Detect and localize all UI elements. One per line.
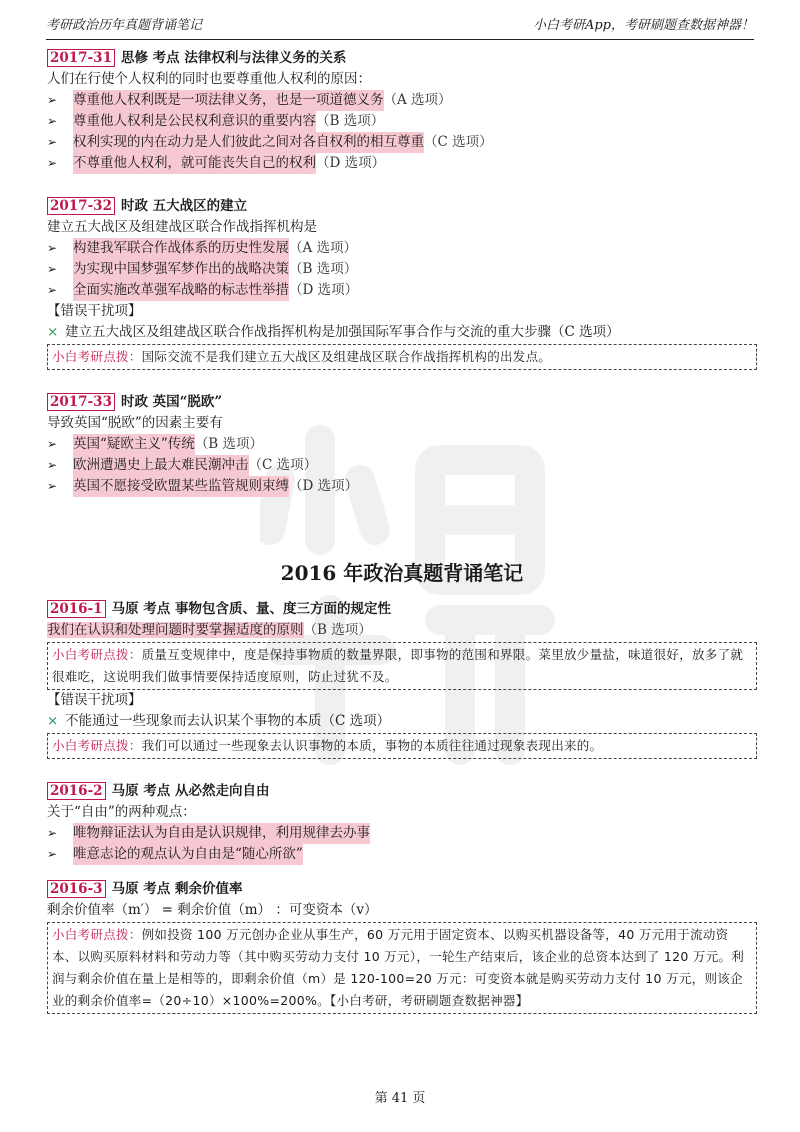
section-title: 2016 年政治真题背诵笔记	[280, 561, 524, 585]
question-intro: 导致英国“脱欧”的因素主要有	[47, 415, 223, 431]
question-intro: 人们在行使个人权利的同时也要尊重他人权利的原因：	[47, 71, 371, 87]
question-id: 2017-32	[47, 197, 115, 215]
question-intro: 关于“自由”的两种观点：	[47, 804, 196, 820]
arrow-bullet-icon: ➢	[47, 437, 58, 451]
question-title: 思修 考点 法律权利与法律义务的关系	[120, 50, 347, 66]
arrow-bullet-icon: ➢	[47, 847, 58, 861]
list-item: ➢ 唯物辩证法认为自由是认识规律，利用规律去办事	[47, 823, 757, 844]
question-2017-32	[47, 196, 757, 370]
list-item: ➢ 构建我军联合作战体系的历史性发展 （A 选项）	[47, 238, 757, 259]
arrow-bullet-icon: ➢	[47, 479, 58, 493]
list-item: ➢ 英国“疑欧主义”传统 （B 选项）	[47, 434, 757, 455]
question-id: 2016-1	[47, 600, 106, 618]
tip-box	[47, 733, 757, 759]
list-item: ➢ 不尊重他人权利，就可能丧失自己的权利 （D 选项）	[47, 153, 757, 174]
arrow-bullet-icon: ➢	[47, 262, 58, 276]
question-title: 时政 英国“脱欧”	[120, 394, 223, 410]
list-item: ➢ 权利实现的内在动力是人们彼此之间对各自权利的相互尊重 （C 选项）	[47, 132, 757, 153]
question-2017-33	[47, 392, 757, 497]
question-title: 马原 考点 事物包含质、量、度三方面的规定性	[111, 601, 391, 617]
wrong-option-label: 【错误干扰项】	[47, 303, 142, 319]
arrow-bullet-icon: ➢	[47, 241, 58, 255]
tip-box	[47, 922, 757, 1014]
arrow-bullet-icon: ➢	[47, 114, 58, 128]
page-number: 第 41 页	[374, 1091, 426, 1106]
wrong-option: × 不能通过一些现象而去认识某个事物的本质（C 选项）	[47, 711, 757, 732]
wrong-option-label: 【错误干扰项】	[47, 692, 142, 708]
header-slogan: 小白考研App，考研刷题查数据神器！	[532, 18, 754, 33]
list-item: ➢ 为实现中国梦强军梦作出的战略决策 （B 选项）	[47, 259, 757, 280]
question-2016-2	[47, 781, 757, 865]
question-id: 2016-2	[47, 782, 106, 800]
arrow-bullet-icon: ➢	[47, 283, 58, 297]
question-2016-1	[47, 599, 757, 759]
tip-box	[47, 344, 757, 370]
list-item: ➢ 欧洲遭遇史上最大难民潮冲击 （C 选项）	[47, 455, 757, 476]
wrong-option: × 建立五大战区及组建战区联合作战指挥机构是加强国际军事合作与交流的重大步骤（C 选项）	[47, 322, 757, 343]
tip-label: 小白考研点拨：	[52, 349, 142, 364]
tip-text: 我们可以通过一些现象去认识事物的本质，事物的本质往往通过现象表现出来的。	[141, 738, 603, 753]
list-item: ➢ 唯意志论的观点认为自由是“随心所欲”	[47, 844, 757, 865]
list-item: ➢ 全面实施改革强军战略的标志性举措 （D 选项）	[47, 280, 757, 301]
page-content	[47, 48, 757, 1014]
question-intro: 我们在认识和处理问题时要掌握适度的原则（B 选项）	[47, 622, 372, 638]
question-intro: 建立五大战区及组建战区联合作战指挥机构是	[47, 219, 317, 235]
arrow-bullet-icon: ➢	[47, 458, 58, 472]
tip-text: 国际交流不是我们建立五大战区及组建战区联合作战指挥机构的出发点。	[141, 349, 552, 364]
page-header	[46, 14, 754, 40]
header-title: 考研政治历年真题背诵笔记	[46, 18, 203, 33]
tip-text: 例如投资 100 万元创办企业从事生产，60 万元用于固定资本、以购买机器设备等，40 万元用于流动资本、以购买原料材料和劳动力等（其中购买劳动力支付 10 万元），一轮生产结束后，该企业的总资本达到了 120 万元。利润与剩余价值在量上是相等的，即剩余价值（m）是 120-100=20 万元：可变资本就是购买劳动力支付 10 万元，则该企业的剩余价值率=（20÷10）×100%=200%。【小白考研，考研刷题查数据神器】	[52, 927, 745, 1008]
list-item: ➢ 英国不愿接受欧盟某些监管规则束缚 （D 选项）	[47, 476, 757, 497]
question-id: 2016-3	[47, 880, 106, 898]
cross-icon: ×	[47, 324, 59, 340]
tip-text: 质量互变规律中，度是保持事物质的数量界限，即事物的范围和界限。菜里放少量盐，味道很好，放多了就很难吃，这说明我们做事情要保持适度原则，防止过犹不及。	[52, 647, 744, 684]
question-2016-3	[47, 879, 757, 1014]
arrow-bullet-icon: ➢	[47, 156, 58, 170]
tip-label: 小白考研点拨：	[52, 647, 142, 662]
tip-box	[47, 642, 757, 690]
question-id: 2017-31	[47, 49, 115, 67]
formula: 剩余价值率（m′） = 剩余价值（m） ：可变资本（v）	[47, 902, 378, 918]
question-title: 时政 五大战区的建立	[120, 198, 248, 214]
tip-label: 小白考研点拨：	[52, 927, 142, 942]
arrow-bullet-icon: ➢	[47, 826, 58, 840]
list-item: ➢ 尊重他人权利既是一项法律义务，也是一项道德义务 （A 选项）	[47, 90, 757, 111]
list-item: ➢ 尊重他人权利是公民权利意识的重要内容 （B 选项）	[47, 111, 757, 132]
question-title: 马原 考点 剩余价值率	[111, 881, 243, 897]
question-id: 2017-33	[47, 393, 115, 411]
cross-icon: ×	[47, 713, 59, 729]
tip-label: 小白考研点拨：	[52, 738, 142, 753]
arrow-bullet-icon: ➢	[47, 135, 58, 149]
arrow-bullet-icon: ➢	[47, 93, 58, 107]
question-title: 马原 考点 从必然走向自由	[111, 783, 270, 799]
question-2017-31	[47, 48, 757, 174]
